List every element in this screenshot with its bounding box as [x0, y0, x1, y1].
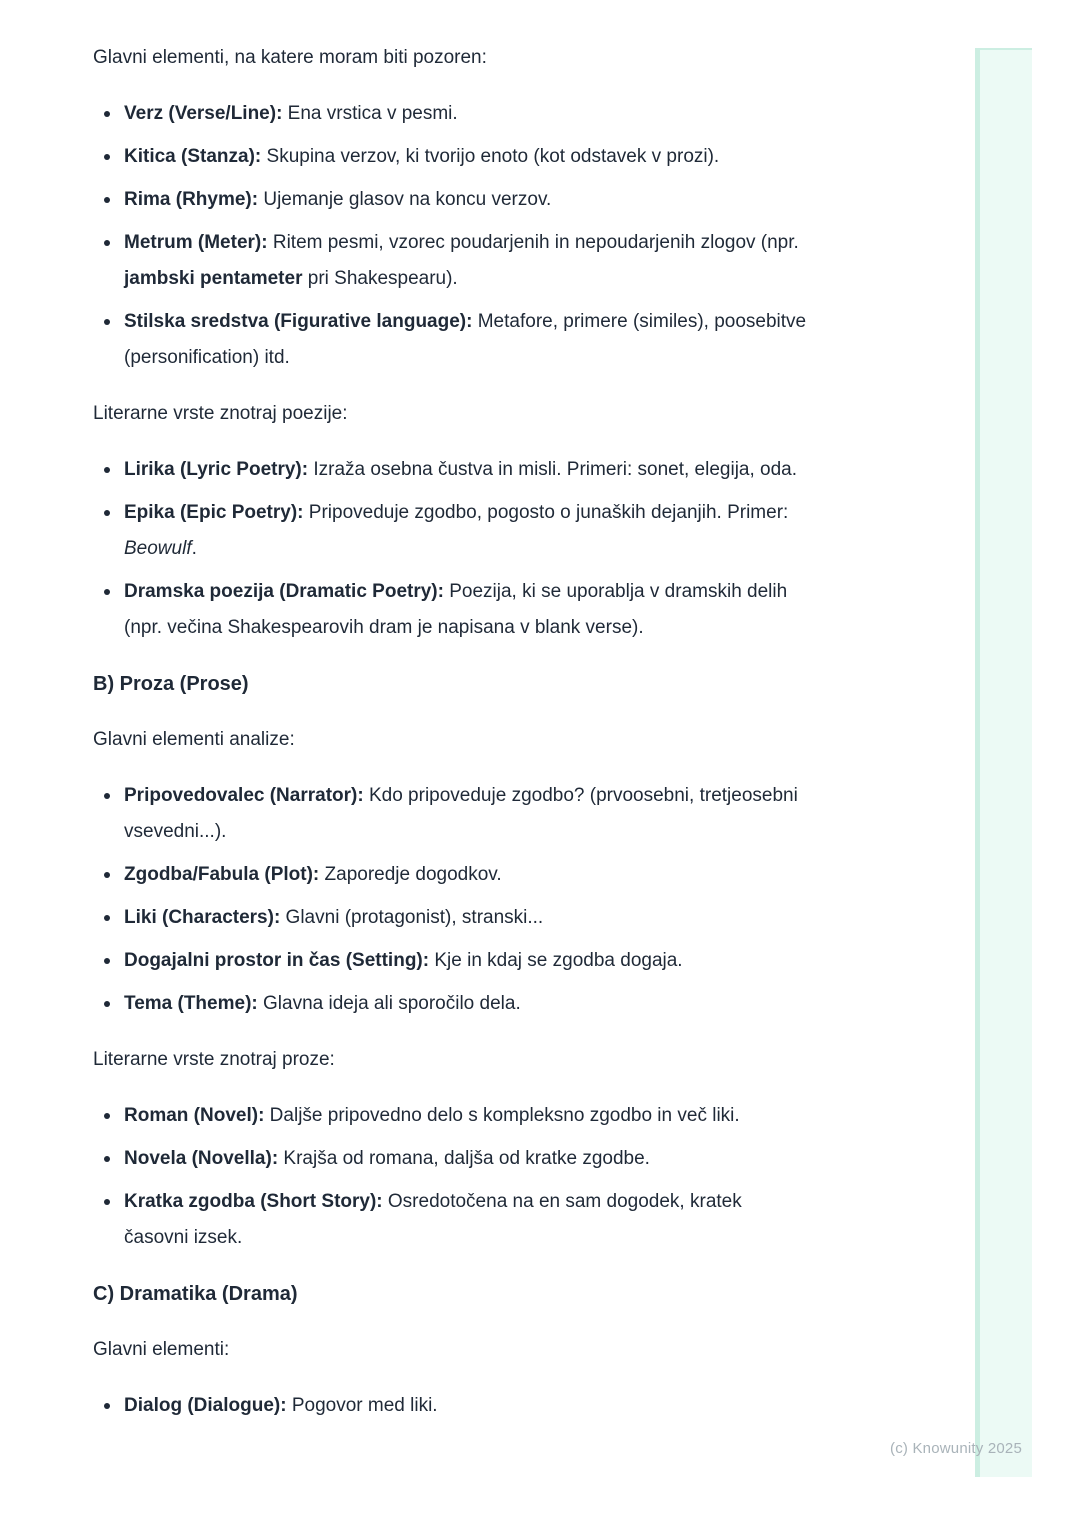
- list-item-text: [124, 1395, 438, 1416]
- accent-bar: [975, 48, 1032, 1477]
- text-segment-bold: Pripovedovalec (Narrator):: [124, 785, 364, 806]
- list-item: [93, 225, 807, 297]
- text-segment: .: [191, 538, 197, 559]
- list-item: [93, 574, 807, 646]
- text-segment-bold: Liki (Characters):: [124, 907, 281, 928]
- list-item: [93, 1184, 807, 1256]
- list-item: [93, 943, 807, 979]
- list-item: [93, 452, 807, 488]
- bullet-icon: [104, 510, 110, 516]
- text-segment: Pogovor med liki.: [286, 1395, 438, 1416]
- list-item: [93, 778, 807, 850]
- bullet-icon: [104, 319, 110, 325]
- text-segment: Glavni elementi, na katere moram biti pozoren:: [93, 47, 487, 68]
- list-item-text: [124, 189, 551, 210]
- paragraph: [93, 396, 807, 432]
- text-segment-bold: Kitica (Stanza):: [124, 146, 262, 167]
- bullet-list: [93, 1098, 807, 1256]
- text-segment: Kje in kdaj se zgodba dogaja.: [429, 950, 683, 971]
- list-item-text: [124, 907, 543, 928]
- list-item-text: [124, 1191, 742, 1248]
- text-segment: Ujemanje glasov na koncu verzov.: [258, 189, 552, 210]
- list-item-text: [124, 311, 806, 368]
- bullet-list: [93, 96, 807, 376]
- bullet-icon: [104, 915, 110, 921]
- text-segment-bold: jambski pentameter: [124, 268, 303, 289]
- list-item-text: [124, 864, 502, 885]
- text-segment: Skupina verzov, ki tvorijo enoto (kot odstavek v prozi).: [261, 146, 720, 167]
- list-item: [93, 986, 807, 1022]
- list-item-text: [124, 1148, 650, 1169]
- list-item: [93, 1388, 807, 1424]
- bullet-list: [93, 1388, 807, 1424]
- text-segment: Glavni (protagonist), stranski...: [280, 907, 544, 928]
- list-item-text: [124, 993, 521, 1014]
- text-segment: Ritem pesmi, vzorec poudarjenih in nepoudarjenih zlogov (npr.: [267, 232, 799, 253]
- text-segment-bold: Metrum (Meter):: [124, 232, 268, 253]
- text-segment: Glavni elementi:: [93, 1339, 230, 1360]
- text-segment: Daljše pripovedno delo s kompleksno zgodbo in več liki.: [264, 1105, 740, 1126]
- text-segment-bold: Dramska poezija (Dramatic Poetry):: [124, 581, 444, 602]
- paragraph: [93, 40, 807, 76]
- bullet-icon: [104, 197, 110, 203]
- text-segment-bold: B) Proza (Prose): [93, 673, 249, 695]
- list-item: [93, 96, 807, 132]
- list-item-text: [124, 103, 458, 124]
- text-segment-bold: Zgodba/Fabula (Plot):: [124, 864, 320, 885]
- list-item-text: [124, 950, 683, 971]
- bullet-icon: [104, 1156, 110, 1162]
- list-item: [93, 900, 807, 936]
- paragraph: [93, 722, 807, 758]
- list-item-text: [124, 146, 719, 167]
- bullet-icon: [104, 872, 110, 878]
- text-segment: Zaporedje dogodkov.: [319, 864, 502, 885]
- bullet-icon: [104, 240, 110, 246]
- list-item: [93, 304, 807, 376]
- list-item-text: [124, 459, 797, 480]
- text-segment-bold: Epika (Epic Poetry):: [124, 502, 304, 523]
- list-item-text: [124, 581, 787, 638]
- text-segment-bold: Novela (Novella):: [124, 1148, 279, 1169]
- document-content: [93, 40, 807, 1424]
- text-segment: pri Shakespearu).: [302, 268, 458, 289]
- text-segment: Glavna ideja ali sporočilo dela.: [257, 993, 521, 1014]
- section-heading: [93, 666, 807, 702]
- section-heading: [93, 1276, 807, 1312]
- watermark: (c) Knowunity 2025: [890, 1440, 1023, 1457]
- paragraph: [93, 1332, 807, 1368]
- text-segment: Poezija, ki se uporablja v dramskih delih (npr. večina Shakespearovih dram je napisana v blank verse).: [124, 581, 788, 638]
- bullet-icon: [104, 154, 110, 160]
- paragraph: [93, 1042, 807, 1078]
- list-item-text: [124, 785, 798, 842]
- text-segment-italic: Beowulf: [124, 538, 192, 559]
- text-segment: Metafore, primere (similes), poosebitve (personification) itd.: [124, 311, 807, 368]
- text-segment: Osredotočena na en sam dogodek, kratek časovni izsek.: [124, 1191, 742, 1248]
- text-segment-bold: Roman (Novel):: [124, 1105, 265, 1126]
- text-segment-bold: Lirika (Lyric Poetry):: [124, 459, 309, 480]
- text-segment: Literarne vrste znotraj poezije:: [93, 403, 348, 424]
- text-segment: Izraža osebna čustva in misli. Primeri: sonet, elegija, oda.: [308, 459, 798, 480]
- text-segment-bold: Dialog (Dialogue):: [124, 1395, 287, 1416]
- list-item: [93, 1098, 807, 1134]
- bullet-icon: [104, 1403, 110, 1409]
- text-segment-bold: Kratka zgodba (Short Story):: [124, 1191, 383, 1212]
- text-segment: Ena vrstica v pesmi.: [282, 103, 458, 124]
- list-item: [93, 495, 807, 567]
- text-segment-bold: Rima (Rhyme):: [124, 189, 259, 210]
- bullet-icon: [104, 467, 110, 473]
- text-segment: Pripoveduje zgodbo, pogosto o junaških dejanjih. Primer:: [303, 502, 789, 523]
- text-segment: Literarne vrste znotraj proze:: [93, 1049, 335, 1070]
- bullet-icon: [104, 1113, 110, 1119]
- list-item: [93, 1141, 807, 1177]
- bullet-icon: [104, 1001, 110, 1007]
- text-segment-bold: Verz (Verse/Line):: [124, 103, 283, 124]
- text-segment-bold: Tema (Theme):: [124, 993, 258, 1014]
- list-item-text: [124, 1105, 740, 1126]
- bullet-list: [93, 778, 807, 1022]
- list-item-text: [124, 232, 799, 289]
- text-segment-bold: Dogajalni prostor in čas (Setting):: [124, 950, 430, 971]
- text-segment: Krajša od romana, daljša od kratke zgodbe.: [278, 1148, 650, 1169]
- list-item-text: [124, 502, 788, 559]
- list-item: [93, 182, 807, 218]
- text-segment: Glavni elementi analize:: [93, 729, 295, 750]
- bullet-icon: [104, 1199, 110, 1205]
- text-segment-bold: C) Dramatika (Drama): [93, 1283, 298, 1305]
- bullet-icon: [104, 589, 110, 595]
- bullet-icon: [104, 111, 110, 117]
- text-segment-bold: Stilska sredstva (Figurative language):: [124, 311, 473, 332]
- bullet-list: [93, 452, 807, 646]
- bullet-icon: [104, 958, 110, 964]
- list-item: [93, 857, 807, 893]
- text-segment: Kdo pripoveduje zgodbo? (prvoosebni, tretjeosebni vsevedni...).: [124, 785, 798, 842]
- list-item: [93, 139, 807, 175]
- bullet-icon: [104, 793, 110, 799]
